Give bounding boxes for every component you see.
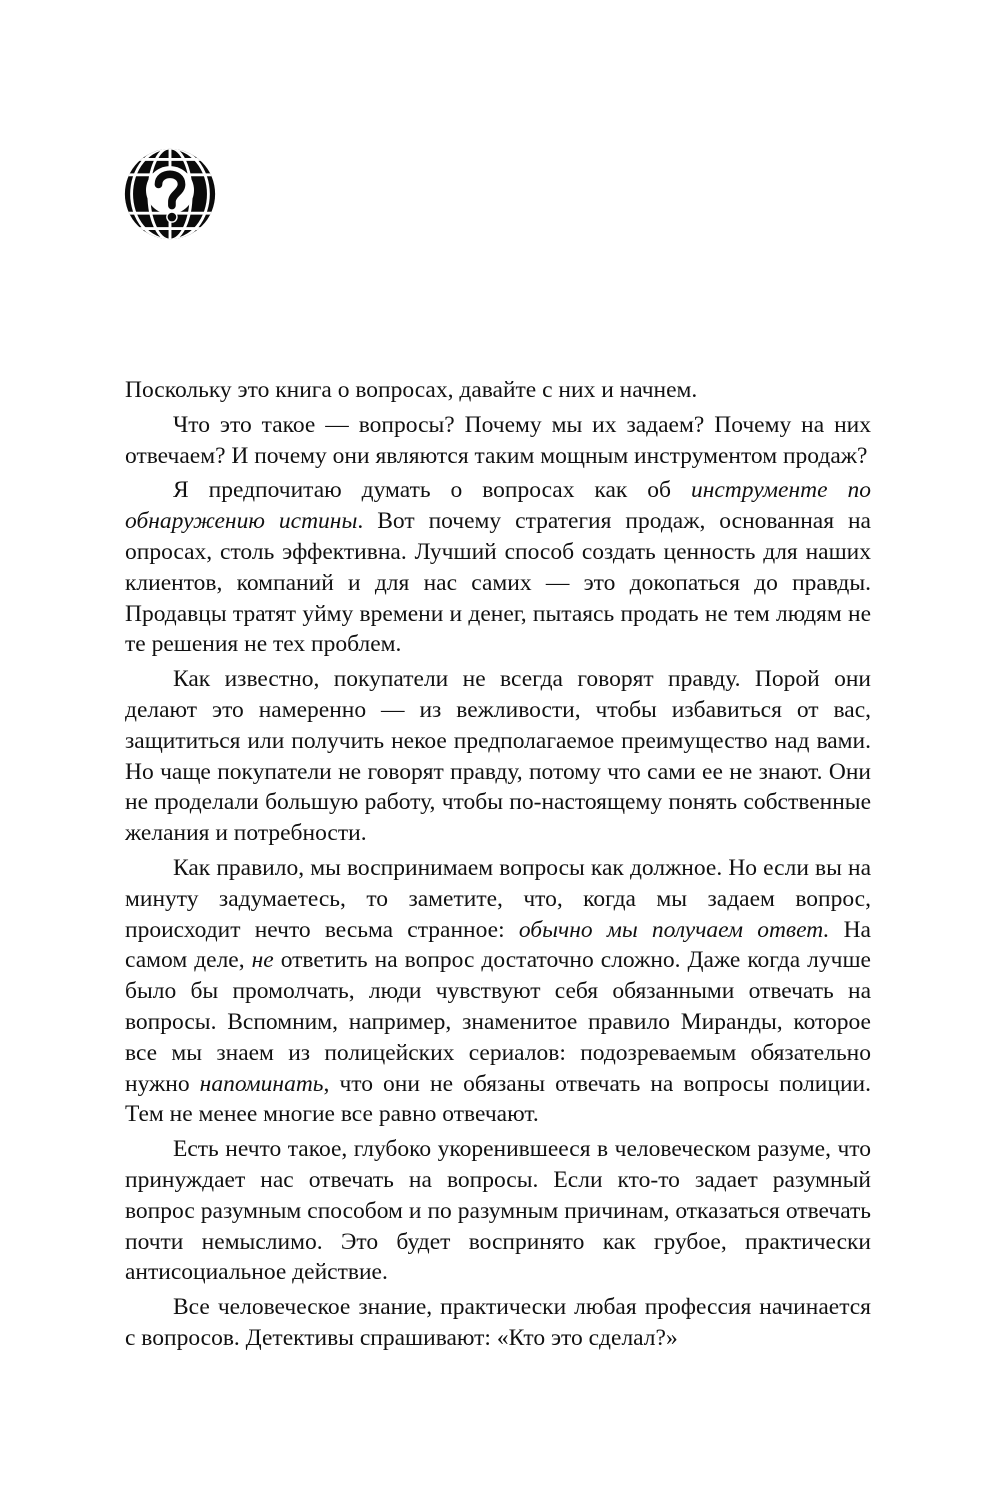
text-segment: Все человеческое знание, практически любая профессия начинается с вопросов. Детективы спрашивают: «Кто это сделал?»: [125, 1294, 871, 1351]
paragraph: [125, 475, 871, 660]
text-segment: Поскольку это книга о вопросах, давайте с них и начнем.: [125, 377, 698, 403]
text-segment: Я предпочитаю думать о вопросах как об: [173, 477, 691, 504]
paragraph: [125, 664, 871, 849]
paragraph: [125, 375, 871, 406]
paragraph: [125, 410, 871, 472]
text-segment: ответить на вопрос достаточно сложно. Даже когда лучше было бы промолчать, люди чувствуют себя обязанными отвечать на вопросы. Вспомним, например, знаменитое правило Миранды, которое все мы знаем из полицейских сериалов: подозреваемым обязательно нужно: [125, 947, 871, 1097]
paragraph: [125, 1134, 871, 1288]
italic-text: напоминать: [199, 1070, 324, 1097]
text-segment: Как правило, мы воспринимаем вопросы как должное. Но если вы на минуту задумаетесь, то заметите, что, когда мы задаем вопрос, происходит нечто весьма странное:: [125, 854, 871, 943]
paragraph: [125, 1292, 871, 1354]
italic-text: не: [251, 947, 274, 974]
text-segment: . Вот почему стратегия продаж, основанная на опросах, столь эффективна. Лучший способ создать ценность для наших клиентов, компаний и для нас самих — это докопаться до правды. Продавцы тратят уйму времени и денег, пытаясь продать не тем людям не те решения не тех проблем.: [125, 508, 871, 658]
italic-text: инструменте по обнаружению истины: [125, 477, 871, 535]
text-segment: Что это такое — вопросы? Почему мы их задаем? Почему на них отвечаем? И почему они являются таким мощным инструментом продаж?: [125, 411, 871, 469]
globe-question-icon: [122, 146, 218, 242]
italic-text: обычно мы получаем ответ.: [518, 916, 830, 943]
text-segment: Есть нечто такое, глубоко укоренившееся в человеческом разуме, что принуждает нас отвечать на вопросы. Если кто-то задает разумный вопрос разумным способом и по разумным причинам, отказаться отвечать почти немыслимо. Это будет воспринято как грубое, практически антисоциальное действие.: [125, 1136, 871, 1286]
paragraph: [125, 853, 871, 1130]
text-segment: Как известно, покупатели не всегда говорят правду. Порой они делают это намеренно — из вежливости, чтобы избавиться от вас, защититься или получить некое предполагаемое преимущество над вами. Но чаще покупатели не говорят правду, потому что сами ее не знают. Они не проделали большую работу, чтобы по-настоящему понять собственные желания и потребности.: [125, 666, 871, 847]
text-segment: , что они не обязаны отвечать на вопросы полиции. Тем не менее многие все равно отвечают.: [125, 1070, 871, 1128]
text-segment: На самом деле,: [125, 916, 871, 974]
body-text: [125, 375, 871, 1354]
